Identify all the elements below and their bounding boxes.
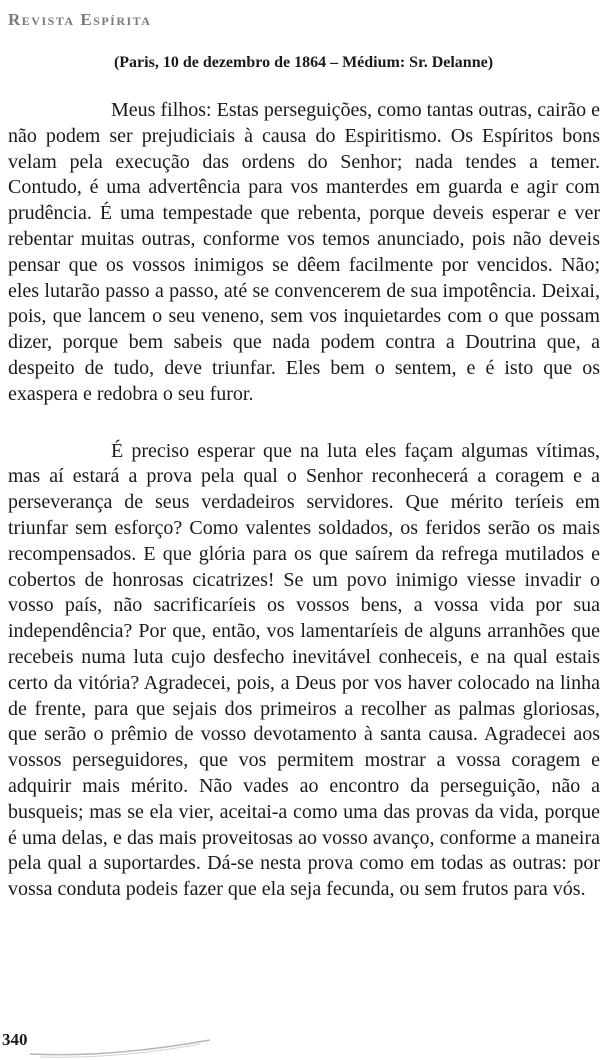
page-ornament-swoosh <box>0 1028 220 1060</box>
paragraph-2: É preciso esperar que na luta eles façam algumas vítimas, mas aí estará a prova pela qual o Senhor reconhecerá a coragem e a perseverança de seus verdadeiros servidores. Que mérito teríeis em triunfar sem esforço? Como valentes soldados, os feridos serão os mais recompensados. E que glória para os que saírem da refrega mutilados e cobertos de honrosas cicatrizes! Se um povo inimigo viesse invadir o vosso país, não sacrificaríeis os vossos bens, a vossa vida por sua independência? Por que, então, vos lamentaríeis de alguns arranhões que recebeis numa luta cujo desfecho inevitável conheceis, e na qual estais certo da vitória? Agradecei, pois, a Deus por vos haver colocado na linha de frente, para que sejais dos primeiros a recolher as palmas gloriosas, que serão o prêmio de vosso devotamento à santa causa. Agradecei aos vossos perseguidores, que vos permitem mostrar a vossa coragem e adquirir mais mérito. Não vades ao encontro da perseguição, não a busqueis; mas se ela vier, aceitai-a como uma das provas da vida, porque é uma delas, e das mais proveitosas ao vosso avanço, conforme a maneira pela qual a suportardes. Dá-se nesta prova como em todas as outras: por vossa conduta podeis fazer que ela seja fecunda, ou sem frutos para vós. <box>8 439 600 901</box>
body-text <box>8 98 600 934</box>
running-header: Revista Espírita <box>8 10 152 29</box>
message-subtitle: (Paris, 10 de dezembro de 1864 – Médium: Sr. Delanne) <box>113 54 494 71</box>
page-number: 340 <box>2 1030 28 1049</box>
paragraph-1: Meus filhos: Estas perseguições, como tantas outras, cairão e não podem ser prejudiciais à causa do Espiritismo. Os Espíritos bons velam pela execução das ordens do Senhor; nada tendes a temer. Contudo, é uma advertência para vos manterdes em guarda e agir com prudência. É uma tempestade que rebenta, porque deveis esperar e ver rebentar muitas outras, conforme vos temos anunciado, pois não deveis pensar que os vossos inimigos se dêem facilmente por vencidos. Não; eles lutarão passo a passo, até se convencerem de sua impotência. Deixai, pois, que lancem o seu veneno, sem vos inquietardes com o que possam dizer, porque bem sabeis que nada podem contra a Doutrina que, a despeito de tudo, deve triunfar. Eles bem o sentem, e é isto que os exaspera e redobra o seu furor. <box>8 99 600 405</box>
